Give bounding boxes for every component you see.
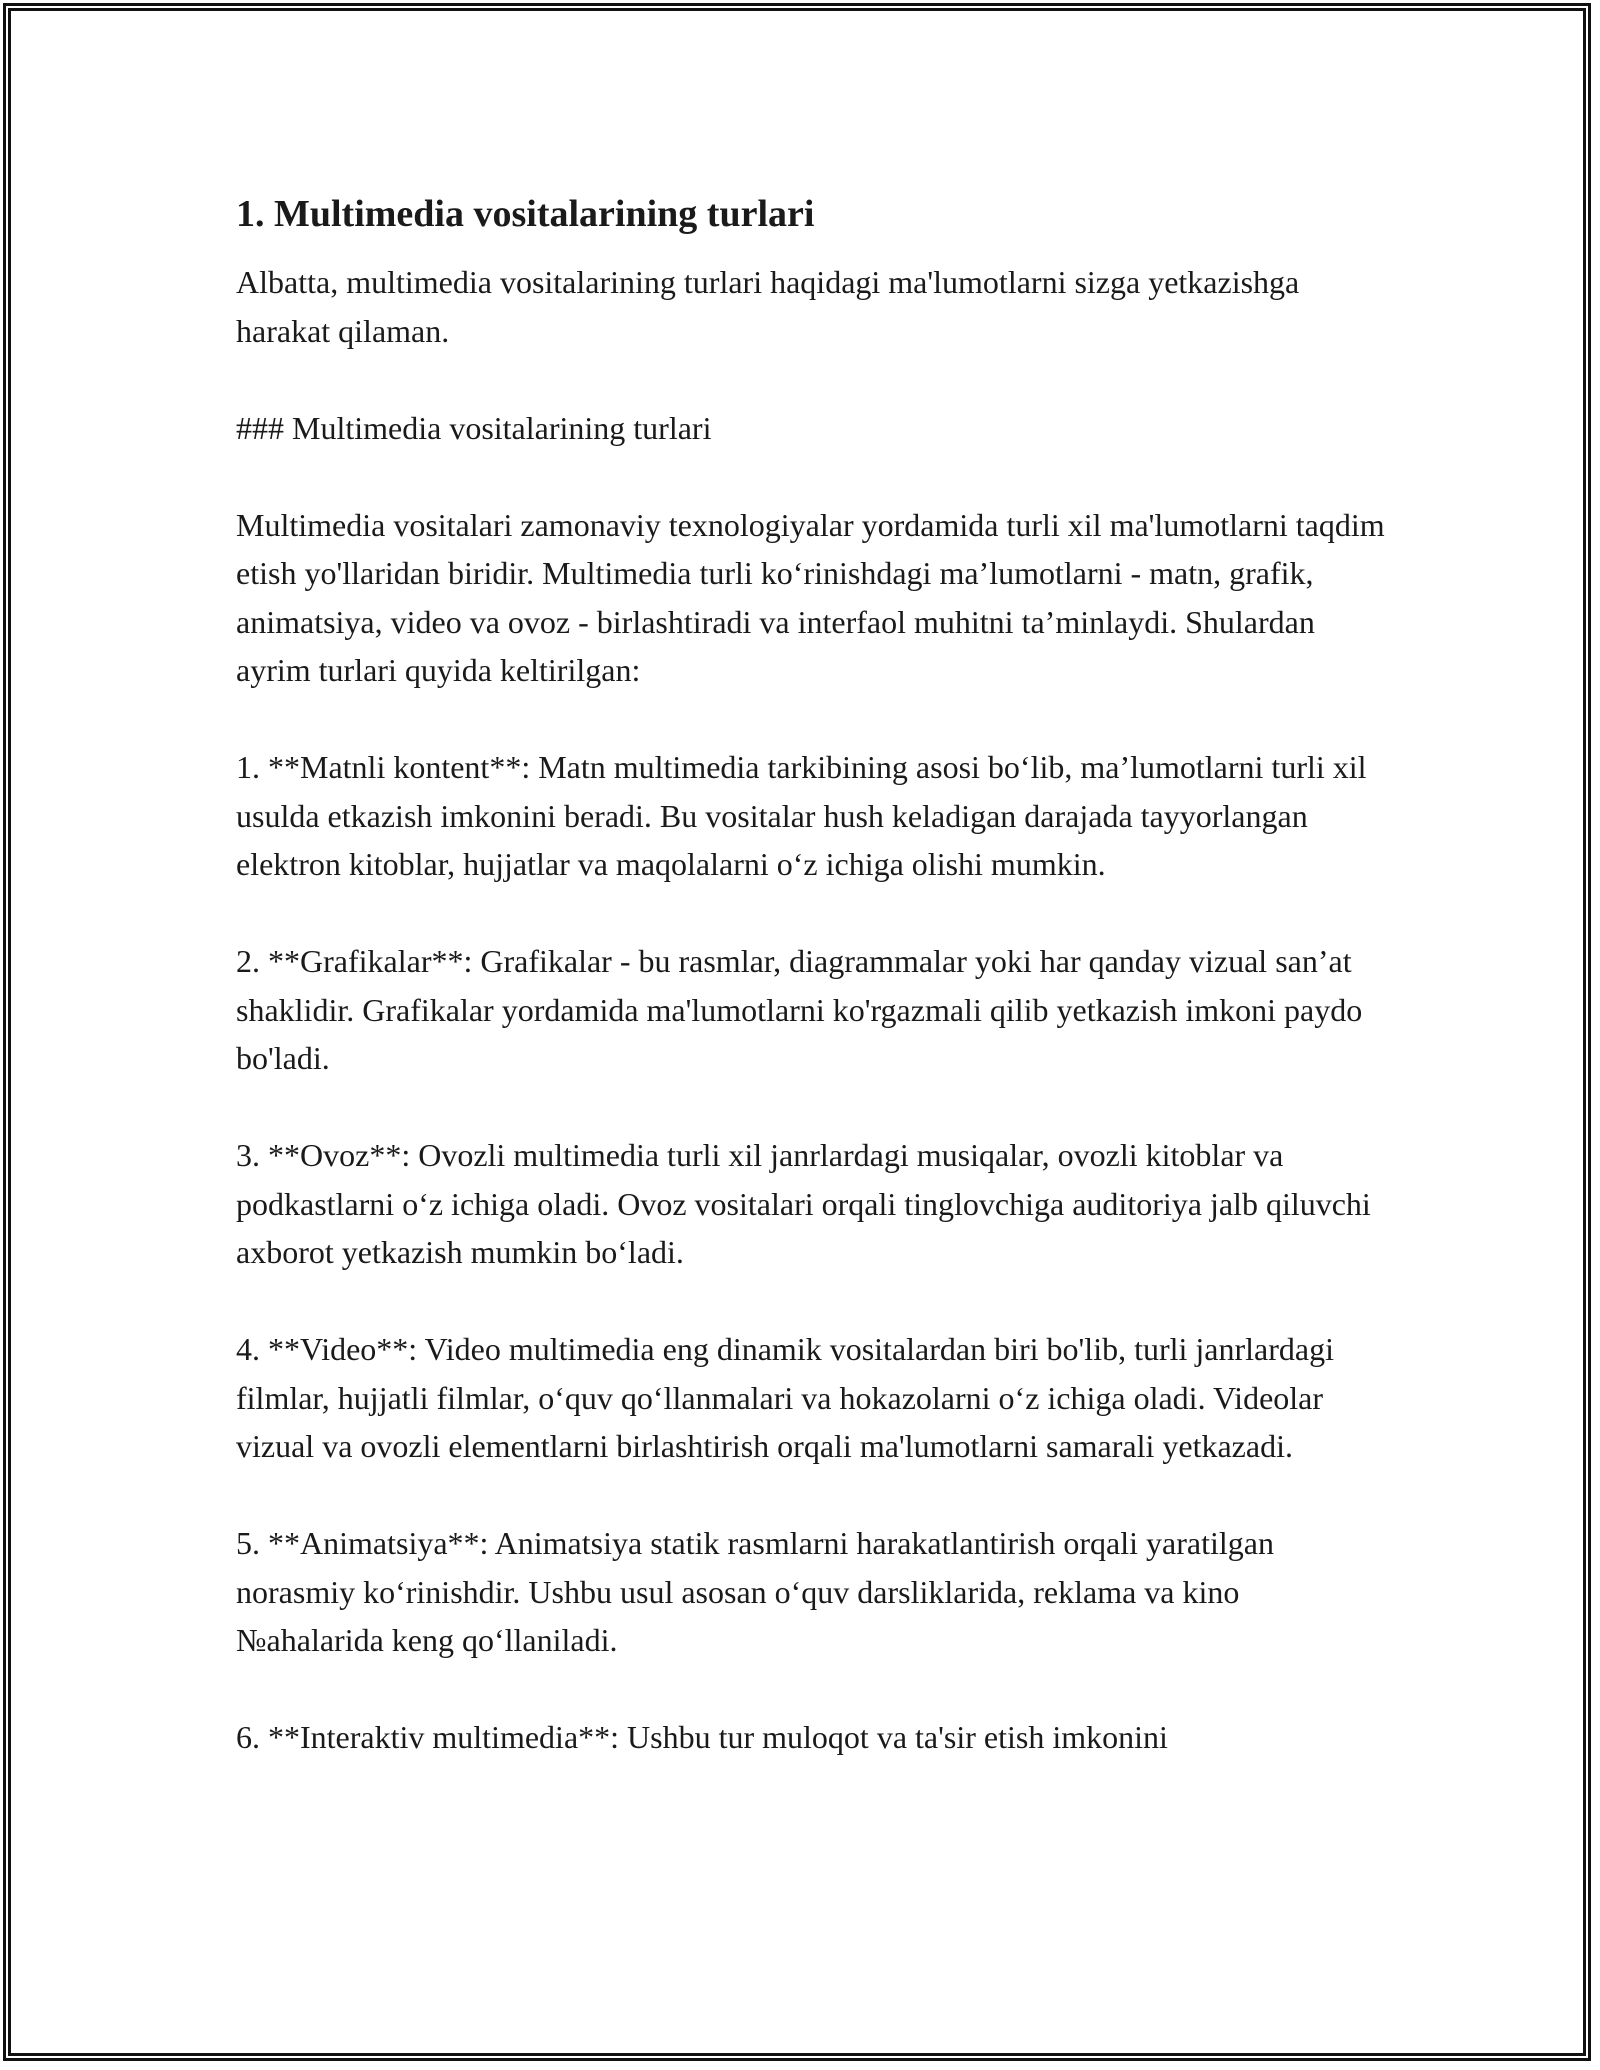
document-body	[236, 190, 1386, 1810]
list-item-audio: 3. **Ovoz**: Ovozli multimedia turli xil janrlardagi musiqalar, ovozli kitoblar va podkastlarni oʻz ichiga oladi. Ovoz vositalari orqali tinglovchiga auditoriya jalb qiluvchi axborot yetkazish mumkin boʻladi.	[236, 1137, 1371, 1270]
list-item-animation: 5. **Animatsiya**: Animatsiya statik rasmlarni harakatlantirish orqali yaratilgan norasmiy koʻrinishdir. Ushbu usul asosan oʻquv darsliklarida, reklama va kino №ahalarida keng qoʻllaniladi.	[236, 1525, 1274, 1658]
list-item-text-content: 1. **Matnli kontent**: Matn multimedia tarkibining asosi boʻlib, maʼlumotlarni turli xil usulda etkazish imkonini beradi. Bu vositalar hush keladigan darajada tayyorlangan elektron kitoblar, hujjatlar va maqolalarni oʻz ichiga olishi mumkin.	[236, 749, 1367, 882]
list-item-interactive: 6. **Interaktiv multimedia**: Ushbu tur muloqot va ta'sir etish imkonini	[236, 1719, 1168, 1755]
overview-paragraph: Multimedia vositalari zamonaviy texnologiyalar yordamida turli xil ma'lumotlarni taqdim etish yo'llaridan biridir. Multimedia turli koʻrinishdagi maʼlumotlarni - matn, grafik, animatsiya, video va ovoz - birlashtiradi va interfaol muhitni taʼminlaydi. Shulardan ayrim turlari quyida keltirilgan:	[236, 506, 1385, 688]
section-heading-markdown: ### Multimedia vositalarining turlari	[236, 409, 712, 446]
intro-paragraph: Albatta, multimedia vositalarining turlari haqidagi ma'lumotlarni sizga yetkazishga harakat qilaman.	[236, 264, 1300, 349]
list-item-video: 4. **Video**: Video multimedia eng dinamik vositalardan biri bo'lib, turli janrlardagi filmlar, hujjatli filmlar, oʻquv qoʻllanmalari va hokazolarni oʻz ichiga oladi. Videolar vizual va ovozli elementlarni birlashtirish orqali ma'lumotlarni samarali yetkazadi.	[236, 1331, 1334, 1464]
document-title: 1. Multimedia vositalarining turlari	[236, 193, 815, 235]
list-item-graphics: 2. **Grafikalar**: Grafikalar - bu rasmlar, diagrammalar yoki har qanday vizual sanʼat shaklidir. Grafikalar yordamida ma'lumotlarni ko'rgazmali qilib yetkazish imkoni paydo bo'ladi.	[236, 943, 1363, 1076]
